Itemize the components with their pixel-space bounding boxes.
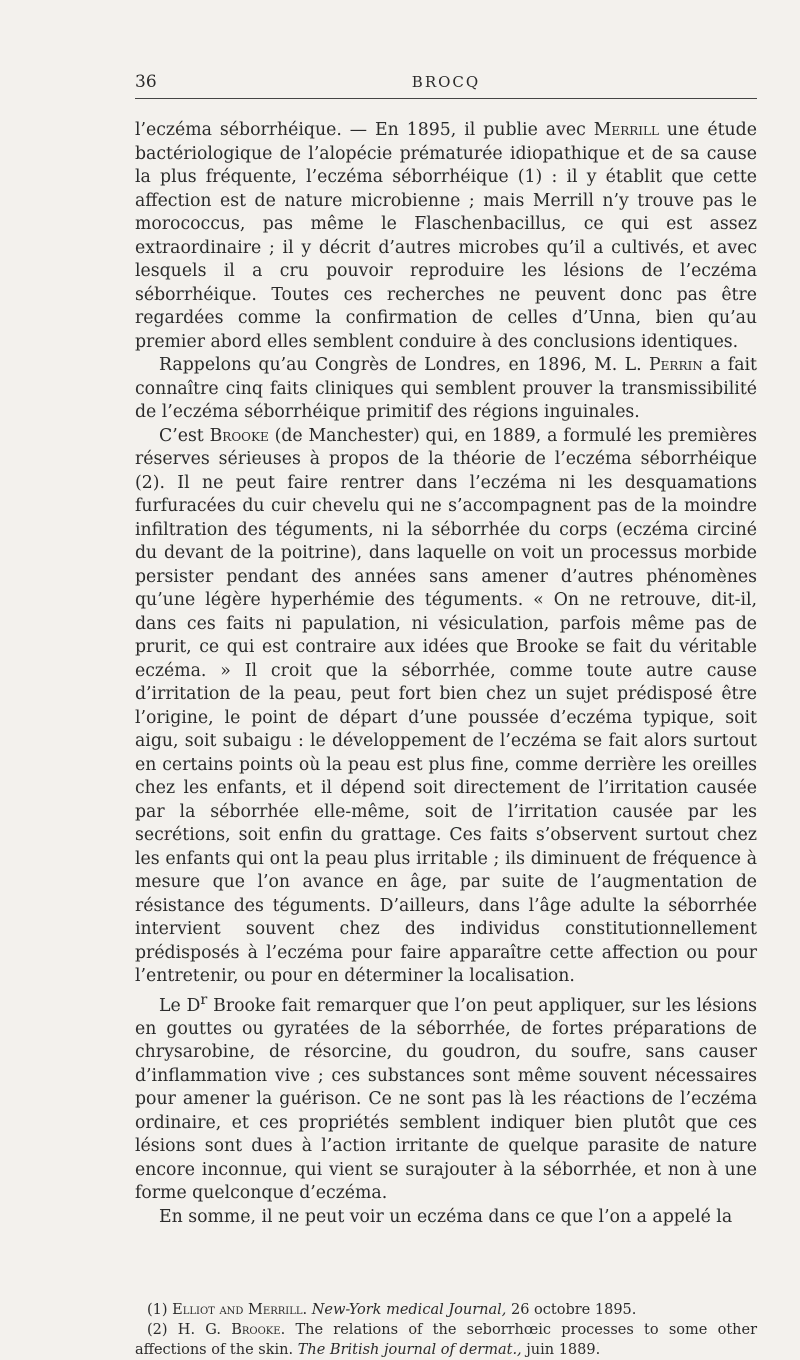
paragraph-4 bbox=[135, 989, 757, 1206]
paragraph-1 bbox=[135, 119, 757, 354]
paragraph-text: l’eczéma séborrhéique. — En 1895, il publie avec bbox=[135, 120, 594, 140]
paragraph-text: Brooke fait remarquer que l’on peut appliquer, sur les lésions en gouttes ou gyratées de la séborrhée, de fortes préparations de chrysarobine, de résorcine, du goudron, du soufre, sans causer d’inflammation vive ; ces substances sont même souvent nécessaires pour amener la guérison. Ce ne sont pas là les réactions de l’eczéma ordinaire, et ces propriétés semblent indiquer bien plutôt que ces lésions sont dues à l’action irritante de quelque parasite de nature encore inconnue, qui vient se surajouter à la séborrhée, et non à une forme quelconque d’eczéma. bbox=[135, 995, 757, 1204]
footnote-2 bbox=[135, 1320, 757, 1360]
paragraph-text: Le D bbox=[159, 995, 201, 1016]
author-name: Brooke bbox=[209, 425, 269, 446]
running-head: BROCQ bbox=[411, 73, 481, 91]
superscript: r bbox=[200, 991, 208, 1008]
page-number: 36 bbox=[135, 72, 157, 92]
footnote-journal: New-York medical Journal, bbox=[307, 1302, 507, 1318]
author-name: Perrin bbox=[649, 355, 703, 375]
body-text bbox=[135, 119, 757, 1229]
footnote-authors: H. G. Brooke. bbox=[177, 1322, 286, 1338]
paragraph-text: une étude bactériologique de l’alopécie prématurée idiopathique et de sa cause la plus fréquente, l’eczéma séborrhéique (1) : il y établit que cette affection est de nature microbienne ; mais Merrill n’y trouve pas le morococcus, pas même le Flaschenbacillus, ce qui est assez extraordinaire ; il y décrit d’autres microbes qu’il a cultivés, et avec lesquels il a cru pouvoir reproduire les lésions de l’eczéma séborrhéique. Toutes ces recherches ne peuvent donc pas être regardées comme la confirmation de celles d’Unna, bien qu’au premier abord elles semblent conduire à des conclusions identiques. bbox=[135, 120, 757, 352]
footnote-number: (1) bbox=[147, 1302, 173, 1318]
paragraph-3 bbox=[135, 425, 757, 989]
footnote-authors: Elliot and Merrill. bbox=[172, 1302, 308, 1318]
footnote-number: (2) bbox=[147, 1322, 178, 1338]
paragraph-text: C’est bbox=[159, 425, 210, 446]
footnote-title: The relations of the seborrhœic processes to some other affections of the skin. bbox=[135, 1322, 758, 1358]
footnote-date: 26 octobre 1895. bbox=[506, 1302, 637, 1318]
page-header bbox=[135, 70, 757, 99]
footnote-journal: The British journal of dermat., bbox=[297, 1342, 522, 1358]
paragraph-2 bbox=[135, 354, 757, 425]
paragraph-5: En somme, il ne peut voir un eczéma dans ce que l’on a appelé la bbox=[159, 1206, 733, 1227]
footnotes bbox=[135, 1300, 757, 1360]
paragraph-text: a fait connaître cinq faits cliniques qui semblent prouver la transmissibilité de l’eczéma séborrhéique primitif des régions inguinales. bbox=[135, 355, 757, 422]
author-name: Merrill bbox=[593, 120, 659, 140]
footnote-1 bbox=[135, 1300, 757, 1320]
paragraph-text: Rappelons qu’au Congrès de Londres, en 1896, M. L. bbox=[159, 355, 650, 375]
paragraph-text: (de Manchester) qui, en 1889, a formulé les premières réserves sérieuses à propos de la théorie de l’eczéma séborrhéique (2). Il ne peut faire rentrer dans l’eczéma ni les desquamations furfuracées du cuir chevelu qui ne s’accompagnent pas de la moindre infiltration des téguments, ni la séborrhée du corps (eczéma circiné du devant de la poitrine), dans laquelle on voit un processus morbide persister pendant des années sans amener d’autres phénomènes qu’une légère hyperhémie des téguments. « On ne retrouve, dit-il, dans ces faits ni papulation, ni vésiculation, parfois même pas de prurit, ce qui est contraire aux idées que Brooke se fait du véritable eczéma. » Il croit que la séborrhée, comme toute autre cause d’irritation de la peau, peut fort bien chez un sujet prédisposé être l’origine, le point de départ d’une poussée d’eczéma typique, soit aigu, soit subaigu : le développement de l’eczéma se fait alors surtout en certains points où la peau est plus fine, comme derrière les oreilles chez les enfants, et il dépend soit directement de l’irritation causée par la séborrhée elle-même, soit de l’irritation causée par les secrétions, soit enfin du grattage. Ces faits s’observent surtout chez les enfants qui ont la peau plus irritable ; ils diminuent de fréquence à mesure que l’on avance en âge, par suite de l’augmentation de résistance des téguments. D’ailleurs, dans l’âge adulte la séborrhée intervient souvent chez des individus constitutionnellement prédisposés à l’eczéma pour faire apparaître cette affection ou pour l’entretenir, ou pour en déterminer la localisation. bbox=[135, 425, 757, 986]
footnote-date: juin 1889. bbox=[521, 1342, 601, 1358]
